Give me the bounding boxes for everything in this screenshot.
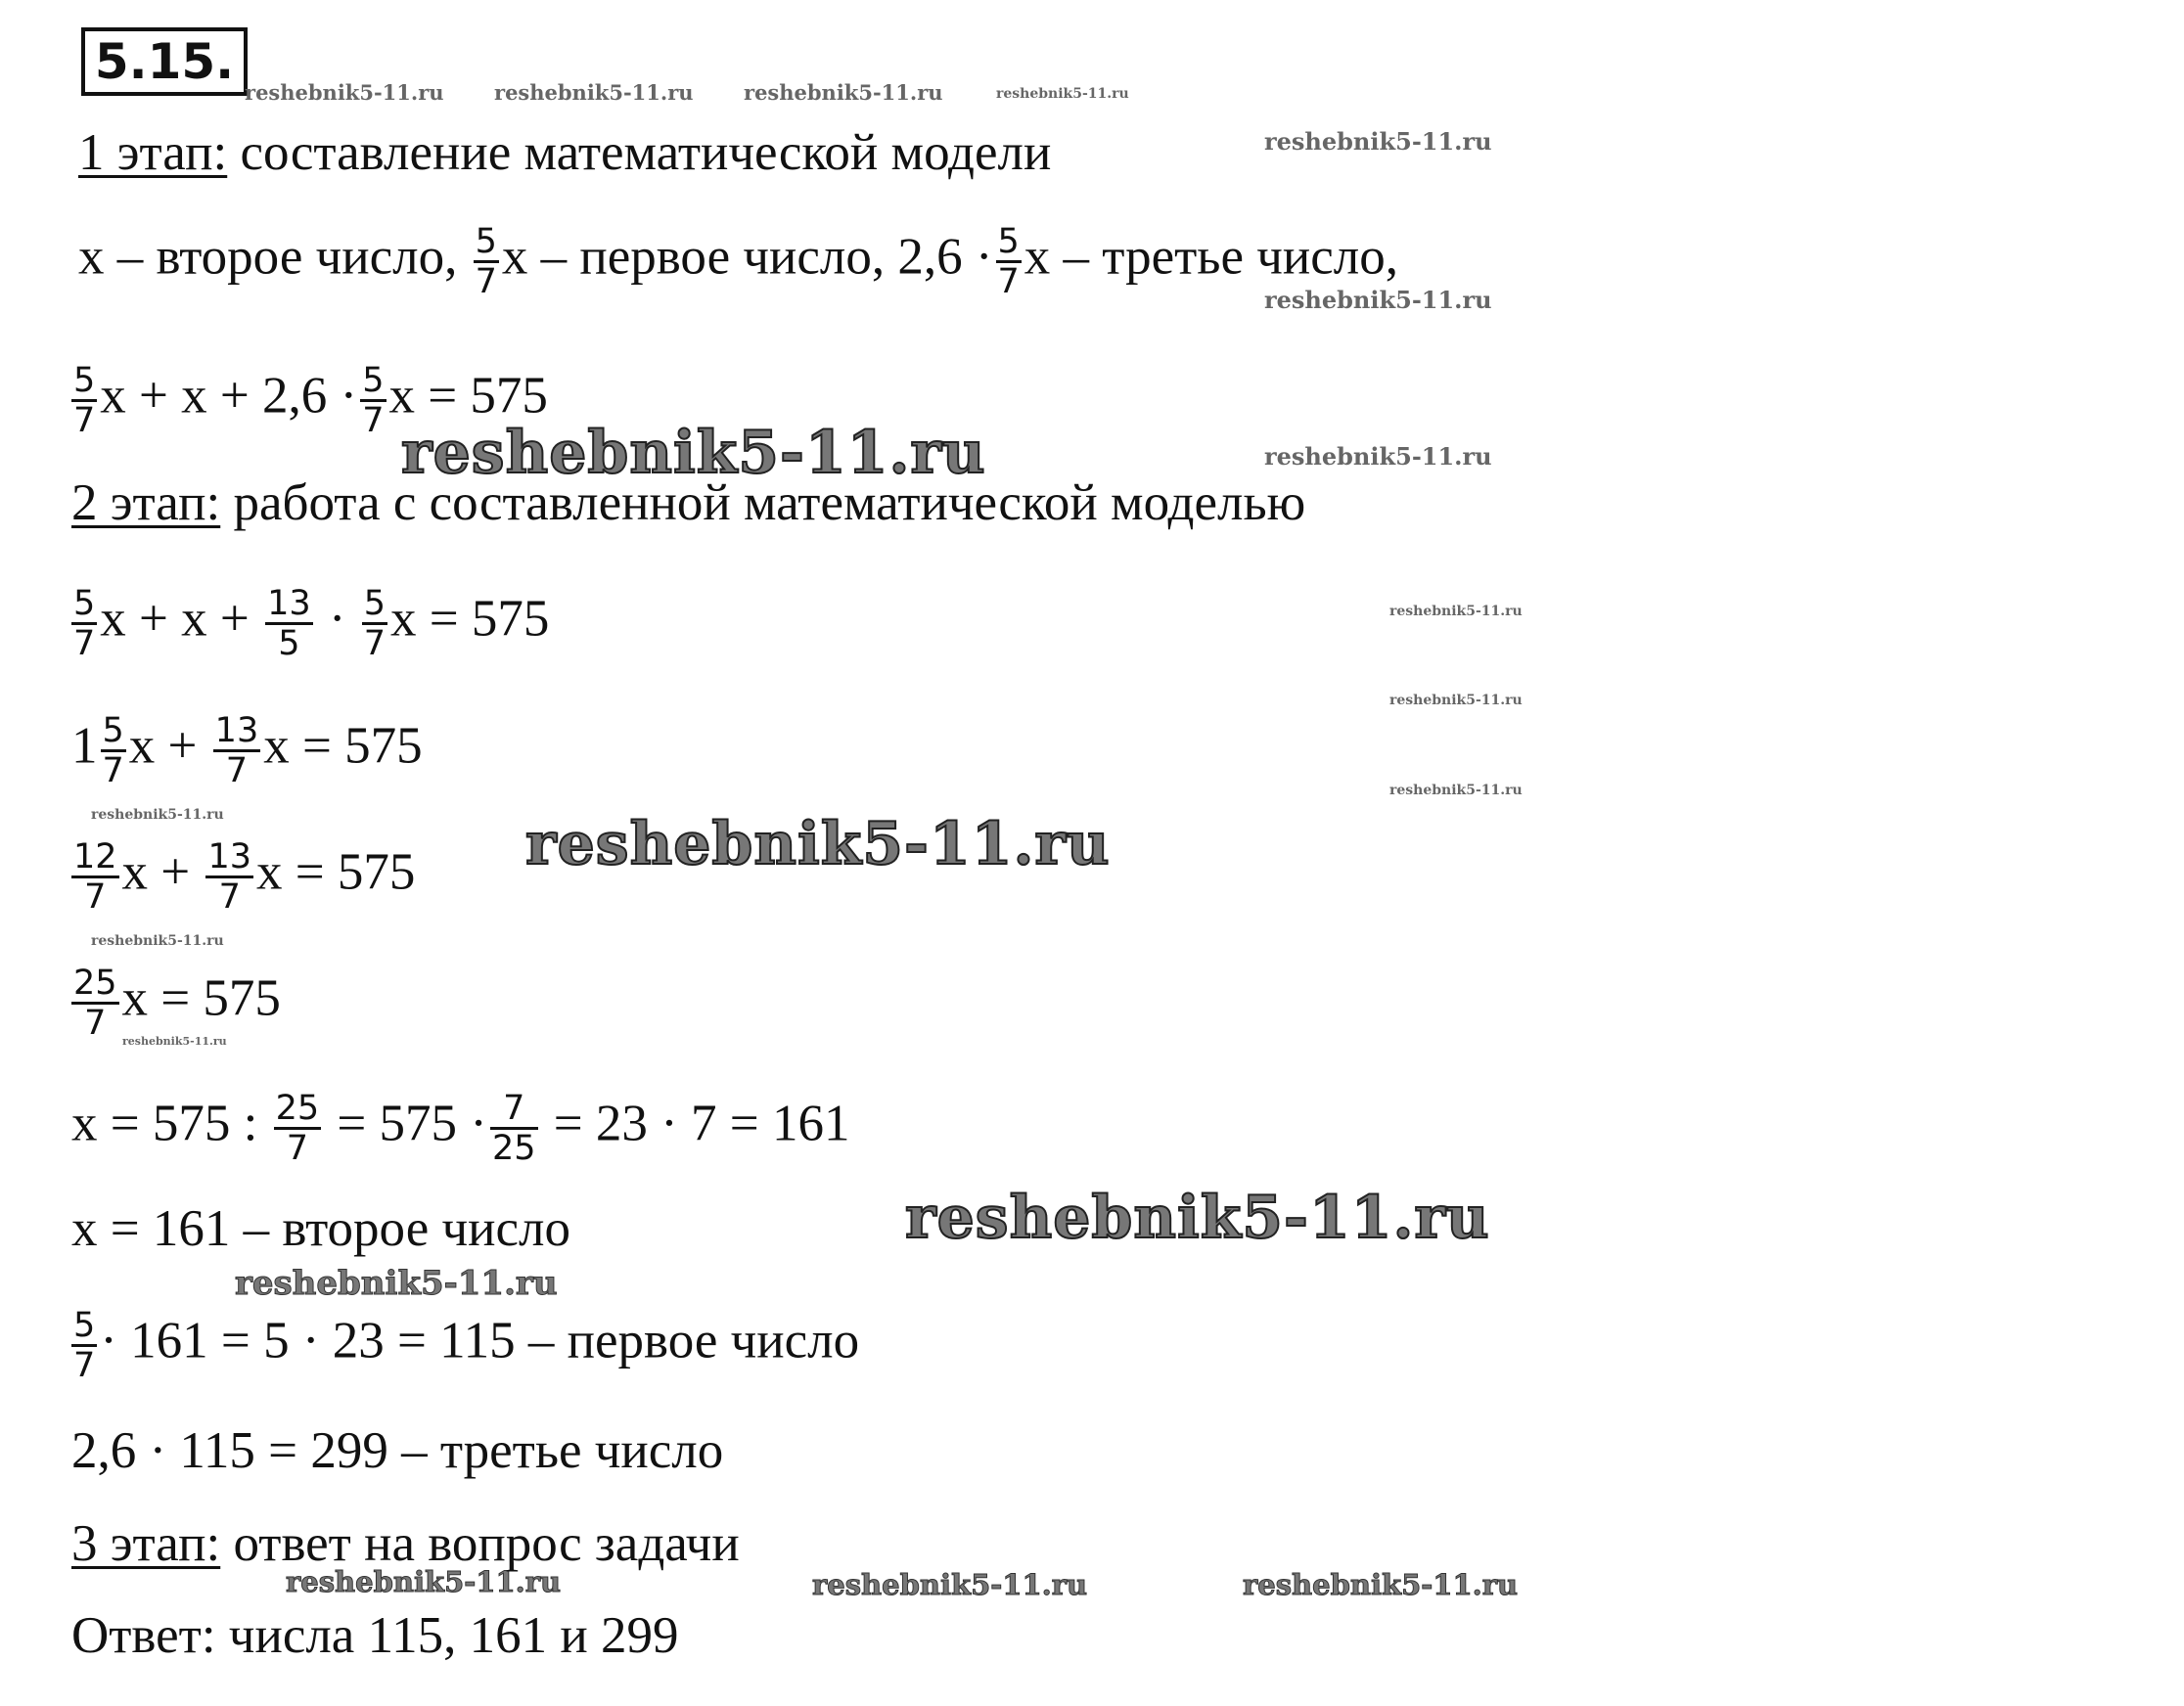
fraction: $\frac{13}{7}$ bbox=[207, 837, 251, 917]
problem-number: 5.15. bbox=[81, 27, 248, 96]
text: x = 575 bbox=[388, 367, 548, 425]
fraction: $\frac{5}{7}$ bbox=[73, 584, 96, 663]
watermark: reshebnik5-11.ru bbox=[1264, 442, 1492, 471]
fraction: $\frac{13}{5}$ bbox=[267, 584, 311, 663]
text: x = 575 bbox=[121, 969, 281, 1027]
stage-3-heading bbox=[71, 1514, 740, 1573]
text: x – второе число, bbox=[78, 228, 471, 286]
step-1 bbox=[68, 585, 549, 662]
fraction: $\frac{5}{7}$ bbox=[102, 711, 124, 790]
watermark: reshebnik5-11.ru bbox=[91, 933, 224, 949]
watermark: reshebnik5-11.ru bbox=[1264, 286, 1492, 314]
fraction: $\frac{25}{7}$ bbox=[73, 964, 117, 1043]
watermark: reshebnik5-11.ru bbox=[744, 80, 943, 105]
stage-1-text: составление математической модели bbox=[227, 124, 1052, 181]
equation-1 bbox=[68, 362, 548, 439]
variables-line bbox=[78, 223, 1398, 300]
text: · 161 = 5 · 23 = 115 – первое число bbox=[100, 1312, 860, 1369]
stage-2-label: 2 этап: bbox=[71, 474, 221, 531]
step-5 bbox=[71, 1090, 849, 1167]
watermark: reshebnik5-11.ru bbox=[235, 1264, 558, 1303]
watermark: reshebnik5-11.ru bbox=[494, 80, 694, 105]
watermark: reshebnik5-11.ru bbox=[812, 1568, 1088, 1601]
watermark: reshebnik5-11.ru bbox=[122, 1035, 227, 1048]
text: x = 575 : bbox=[71, 1095, 271, 1152]
fraction: $\frac{5}{7}$ bbox=[475, 222, 497, 301]
watermark: reshebnik5-11.ru bbox=[1389, 693, 1523, 708]
fraction: $\frac{12}{7}$ bbox=[73, 837, 117, 917]
result-first bbox=[68, 1307, 859, 1384]
text: x + bbox=[128, 717, 210, 775]
watermark: reshebnik5-11.ru bbox=[1243, 1568, 1519, 1601]
watermark: reshebnik5-11.ru bbox=[91, 807, 224, 823]
text: x + x + 2,6 · bbox=[100, 367, 358, 425]
text: x = 575 bbox=[255, 843, 416, 901]
fraction: $\frac{13}{7}$ bbox=[214, 711, 259, 790]
step-2 bbox=[71, 712, 423, 789]
fraction: $\frac{5}{7}$ bbox=[997, 222, 1020, 301]
text: x + bbox=[121, 843, 204, 901]
text: 1 bbox=[71, 717, 98, 775]
text: · bbox=[315, 590, 359, 648]
result-second: x = 161 – второе число bbox=[71, 1200, 570, 1257]
fraction: $\frac{7}{25}$ bbox=[491, 1089, 536, 1168]
watermark: reshebnik5-11.ru bbox=[245, 80, 444, 105]
text: x – первое число, 2,6 · bbox=[501, 228, 993, 286]
stage-3-text: ответ на вопрос задачи bbox=[220, 1515, 740, 1572]
stage-2-heading bbox=[71, 473, 1305, 532]
watermark: reshebnik5-11.ru bbox=[1264, 127, 1492, 156]
watermark: reshebnik5-11.ru bbox=[1389, 604, 1523, 619]
text: x – третье число, bbox=[1024, 228, 1398, 286]
fraction: $\frac{5}{7}$ bbox=[363, 584, 387, 663]
text: = 575 · bbox=[324, 1095, 487, 1152]
text: x = 575 bbox=[390, 590, 550, 648]
fraction: $\frac{25}{7}$ bbox=[275, 1089, 320, 1168]
result-third: 2,6 · 115 = 299 – третье число bbox=[71, 1422, 724, 1479]
step-4 bbox=[68, 965, 281, 1042]
text: x + x + bbox=[100, 590, 263, 648]
stage-3-label: 3 этап: bbox=[71, 1515, 221, 1572]
watermark: reshebnik5-11.ru bbox=[996, 86, 1129, 102]
stage-2-text: работа с составленной математической моделью bbox=[220, 474, 1306, 531]
stage-1-heading bbox=[78, 123, 1051, 182]
text: = 23 · 7 = 161 bbox=[540, 1095, 850, 1152]
watermark: reshebnik5-11.ru bbox=[525, 810, 1111, 878]
answer: Ответ: числа 115, 161 и 299 bbox=[71, 1607, 679, 1664]
fraction: $\frac{5}{7}$ bbox=[362, 361, 385, 440]
text: x = 575 bbox=[263, 717, 423, 775]
watermark: reshebnik5-11.ru bbox=[1389, 783, 1523, 798]
stage-1-label: 1 этап: bbox=[78, 124, 228, 181]
watermark: reshebnik5-11.ru bbox=[286, 1565, 562, 1598]
fraction: $\frac{5}{7}$ bbox=[73, 361, 96, 440]
step-3 bbox=[68, 838, 415, 916]
watermark: reshebnik5-11.ru bbox=[905, 1184, 1490, 1252]
watermark: reshebnik5-11.ru bbox=[401, 419, 986, 487]
fraction: $\frac{5}{7}$ bbox=[73, 1306, 96, 1385]
